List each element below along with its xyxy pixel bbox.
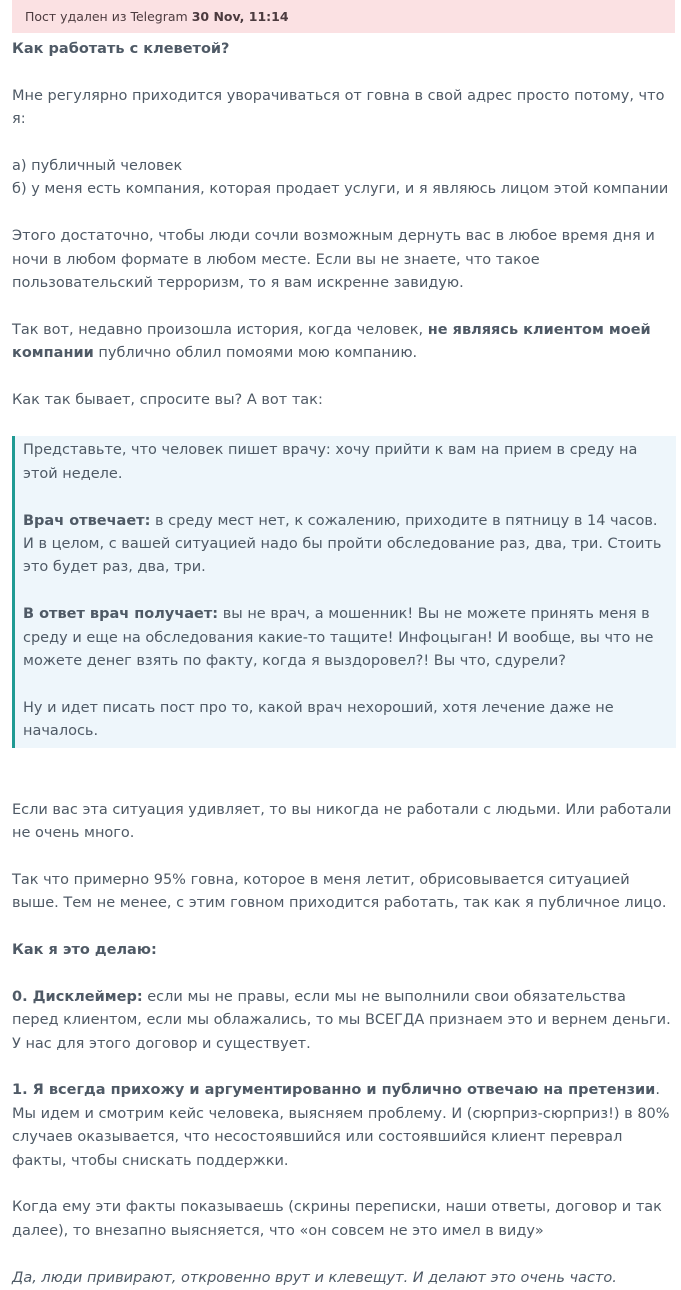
post-title: Как работать с клеветой?	[12, 41, 230, 57]
quote-line-4: Ну и идет писать пост про то, какой врач нехороший, хотя лечение даже не началось.	[23, 699, 614, 740]
quote-line-2: Врач отвечает: в среду мест нет, к сожалению, приходите в пятницу в 14 часов. И в целом, с вашей ситуацией надо бы пройти обследование раз, два, три. Стоить это будет раз, два, три.	[23, 512, 662, 576]
paragraph-question: Как так бывает, спросите вы? А вот так:	[12, 392, 323, 409]
quote-line-3: В ответ врач получает: вы не врач, а мошенник! Вы не можете принять меня в среду и еще на обследования какие-то тащите! Инфоцыган! И вообще, вы что не можете денег взять по факту, когда я выздоровел?! Вы что, сдурели?	[23, 606, 654, 670]
paragraph-facts: Когда ему эти факты показываешь (скрины переписки, наши ответы, договор и так далее), то внезапно выясняется, что «он совсем не это имел в виду»	[12, 1199, 662, 1239]
paragraph-italic: Да, люди привирают, откровенно врут и клевещут. И делают это очень часто.	[12, 1269, 617, 1286]
paragraph-story: Так вот, недавно произошла история, когда человек, не являясь клиентом моей компании публично облил помоями мою компанию.	[12, 321, 651, 362]
post-body	[12, 38, 676, 1290]
list-item-b: б) у меня есть компания, которая продает услуги, и я являюсь лицом этой компании	[12, 181, 669, 198]
quote-line-1: Представьте, что человек пишет врачу: хочу прийти к вам на прием в среду на этой неделе.	[23, 442, 638, 482]
section-heading: Как я это делаю:	[12, 942, 157, 959]
deleted-post-banner	[12, 0, 675, 33]
list-item-a: а) публичный человек	[12, 158, 183, 174]
paragraph-percentage: Так что примерно 95% говна, которое в меня летит, обрисовывается ситуацией выше. Тем не менее, с этим говном приходится работать, так как я публичное лицо.	[12, 871, 667, 912]
paragraph-context: Этого достаточно, чтобы люди сочли возможным дернуть вас в любое время дня и ночи в любом формате в любом месте. Если вы не знаете, что такое пользовательский терроризм, то я вам искренне завидую.	[12, 228, 655, 292]
paragraph-step-1: 1. Я всегда прихожу и аргументированно и публично отвечаю на претензии. Мы идем и смотрим кейс человека, выясняем проблему. И (сюрприз-сюрприз!) в 80% случаев оказывается, что несостоявшийся или состоявшийся клиент переврал факты, чтобы снискать поддержки.	[12, 1082, 670, 1169]
paragraph-intro: Мне регулярно приходится уворачиваться от говна в свой адрес просто потому, что я:	[12, 87, 665, 128]
bold-phrase: не являясь клиентом моей компании	[12, 321, 651, 362]
banner-text: Пост удален из Telegram	[25, 9, 188, 24]
paragraph-surprise: Если вас эта ситуация удивляет, то вы никогда не работали с людьми. Или работали не очень много.	[12, 801, 672, 842]
banner-date: 30 Nov, 11:14	[191, 9, 289, 24]
blockquote	[12, 436, 676, 747]
paragraph-disclaimer: 0. Дисклеймер: если мы не правы, если мы не выполнили свои обязательства перед клиентом, если мы облажались, то мы ВСЕГДА признаем это и вернем деньги. У нас для этого договор и существует.	[12, 988, 671, 1052]
